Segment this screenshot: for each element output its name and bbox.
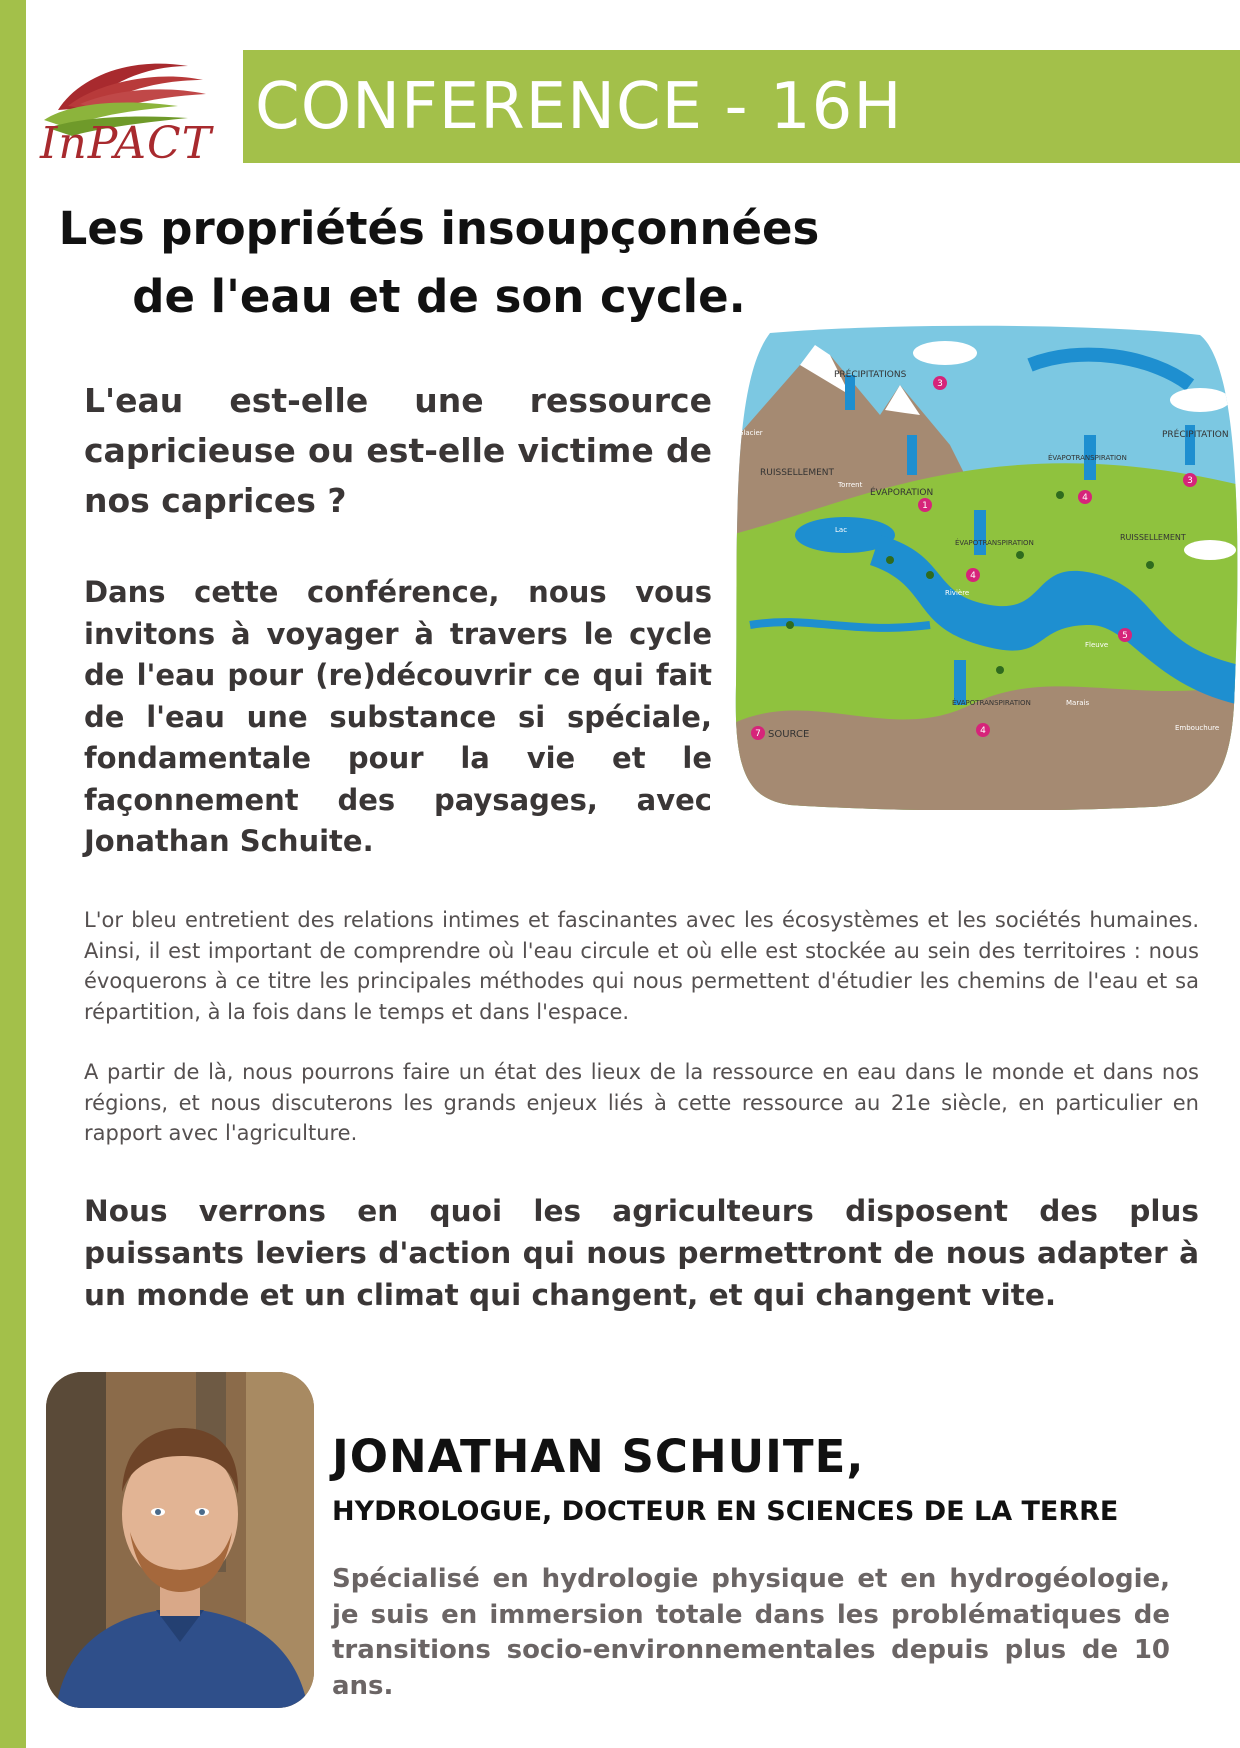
- diagram-marker-2-text: 3: [1187, 476, 1193, 486]
- body-paragraph-1: L'or bleu entretient des relations intimes et fascinantes avec les écosystèmes et les sociétés humaines. Ainsi, il est important de comprendre où l'eau circule et où elle est stockée au sein des territoires : nous évoquerons à ce titre les principales méthodes qui nous permettent d'étudier les chemins de l'eau et sa répartition, à la fois dans le temps et dans l'espace.: [84, 908, 1199, 1024]
- diagram-label-ruissellement-right: RUISSELLEMENT: [1120, 533, 1186, 542]
- intro-paragraph: Dans cette conférence, nous vous invitons à voyager à travers le cycle de l'eau pour (re)découvrir ce qui fait de l'eau une substance si spéciale, fondamentale pour la vie et le façonnement des paysages, avec Jonathan Schuite.: [84, 575, 712, 858]
- highlight-paragraph: Nous verrons en quoi les agriculteurs disposent des plus puissants leviers d'action qui nous permettront de nous adapter à un monde et un climat qui changent, et qui changent vite.: [84, 1194, 1199, 1312]
- diagram-label-marais: Marais: [1066, 699, 1090, 707]
- diagram-label-precipitations: PRÉCIPITATIONS: [834, 370, 907, 380]
- diagram-marker-4: [1078, 490, 1092, 504]
- diagram-marker-6-text: 4: [980, 726, 986, 736]
- logo-wordmark: InPACT: [40, 118, 213, 169]
- speaker-role: HYDROLOGUE, DOCTEUR EN SCIENCES DE LA TERRE: [332, 1496, 1119, 1527]
- diagram-marker-1: [933, 376, 947, 390]
- diagram-label-embouchure: Embouchure: [1175, 724, 1220, 732]
- speaker-photo: [46, 1372, 314, 1708]
- speaker-portrait-illustration: [46, 1372, 314, 1708]
- title-line-1: Les propriétés insoupçonnées: [58, 202, 820, 255]
- diagram-marker-3: [918, 498, 932, 512]
- diagram-label-evapotranspiration-2: ÉVAPOTRANSPIRATION: [955, 539, 1034, 547]
- diagram-label-evapotranspiration-3: ÉVAPOTRANSPIRATION: [952, 699, 1031, 707]
- diagram-label-lac: Lac: [835, 526, 848, 534]
- diagram-marker-6: [976, 723, 990, 737]
- banner-title: CONFERENCE - 16H: [255, 70, 903, 144]
- diagram-label-riviere: Rivière: [945, 589, 970, 597]
- diagram-marker-2: [1183, 473, 1197, 487]
- diagram-marker-3-text: 1: [922, 501, 928, 511]
- diagram-label-precipitation: PRÉCIPITATION: [1162, 430, 1229, 440]
- diagram-marker-7-text: 5: [1122, 631, 1128, 641]
- diagram-marker-4-text: 4: [1082, 493, 1088, 503]
- body-paragraph-2: A partir de là, nous pourrons faire un état des lieux de la ressource en eau dans le monde et dans nos régions, et nous discuterons les grands enjeux liés à cette ressource au 21e siècle, en particulier en rapport avec l'agriculture.: [84, 1060, 1199, 1145]
- diagram-label-evaporation: ÉVAPORATION: [870, 488, 934, 498]
- diagram-marker-8-text: 7: [755, 729, 761, 739]
- diagram-label-fleuve: Fleuve: [1085, 641, 1109, 649]
- diagram-marker-1-text: 3: [937, 379, 943, 389]
- diagram-marker-5: [966, 568, 980, 582]
- diagram-marker-5-text: 4: [970, 571, 976, 581]
- diagram-label-source: SOURCE: [768, 729, 810, 740]
- diagram-label-evapotranspiration-1: ÉVAPOTRANSPIRATION: [1048, 454, 1127, 462]
- diagram-marker-7: [1118, 628, 1132, 642]
- header-banner: [243, 50, 1240, 163]
- diagram-marker-8: [751, 726, 765, 740]
- title-line-2: de l'eau et de son cycle.: [132, 270, 746, 323]
- diagram-label-torrent: Torrent: [838, 481, 863, 489]
- water-cycle-diagram: [730, 325, 1240, 810]
- left-accent-bar: [0, 0, 26, 1748]
- page-title: [44, 195, 834, 331]
- diagram-label-ruissellement-left: RUISSELLEMENT: [760, 468, 835, 478]
- diagram-label-glacier: Glacier: [738, 429, 763, 437]
- speaker-bio: Spécialisé en hydrologie physique et en hydrogéologie, je suis en immersion totale dans les problématiques de transitions socio-environnementales depuis plus de 10 ans.: [332, 1564, 1170, 1701]
- lead-question: L'eau est-elle une ressource capricieuse ou est-elle victime de nos caprices ?: [84, 381, 712, 520]
- speaker-name: JONATHAN SCHUITE,: [332, 1430, 865, 1483]
